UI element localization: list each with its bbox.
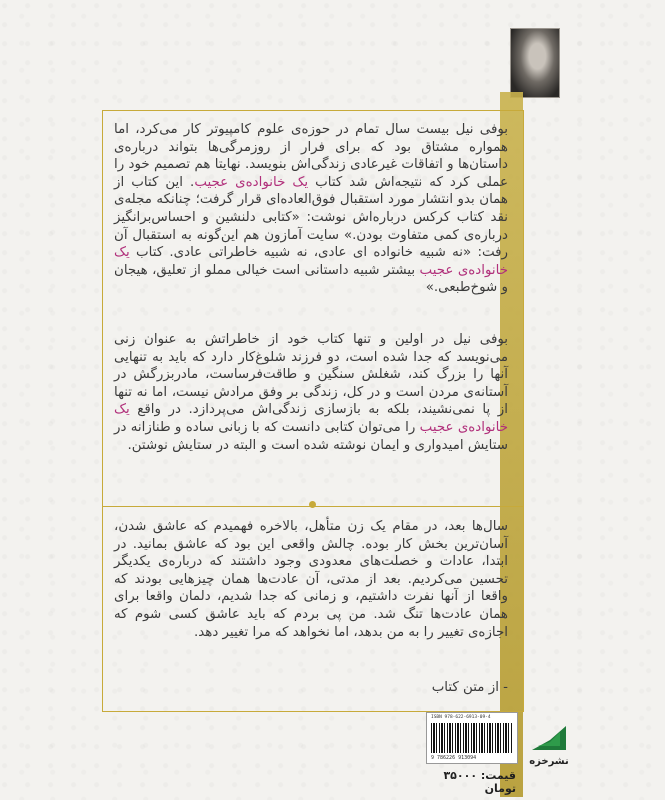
paragraph-summary: بوفی نیل در اولین و تنها کتاب خود از خاطراتش به عنوان زنی می‌نویسد که جدا شده است، دو فرزند شلوغ‌کار دارد که باید به تنهایی آنها را بزرگ کند، شغلش سنگین و طاقت‌فرساست، مادربزرگش در آستانه‌ی مردن است و در کل، زندگی بر وفق مرادش نیست، اما نه تنها از پا نمی‌نشیند، بلکه به بازسازی زندگی‌اش می‌پردازد. در واقع یک خانواده‌ی عجیب را می‌توان کتابی دانست که با زبانی ساده و طنازانه در ستایش امیدواری و ایمان نوشته شده است و البته در ستایش نوشتن. — [114, 332, 508, 453]
paragraph-excerpt: سال‌ها بعد، در مقام یک زن متأهل، بالاخره فهمیدم که عاشق شدن، آسان‌ترین بخش کار بوده. چالش واقعی این بود که عاشق بمانید. در ابتدا، عادات و خصلت‌های معدودی وجود داشتند که درباره‌ی یکدیگر تحسین می‌کردیم. بعد از مدتی، آن عادت‌ها همان چیزهایی بودند که واقعا از آنها نفرت داشتیم، و زمانی که جدا شدیم، دلمان واقعا برای همان عادت‌ها تنگ شد. من پی بردم که باید عاشق کسی شوم که اجازه‌ی تغییر را به من بدهد، اما نخواهد که مرا تغییر دهد. — [114, 519, 508, 640]
excerpt-source: - از متن کتاب — [431, 680, 508, 695]
isbn-text: ISBN 978-622-6913-09-4 — [431, 715, 491, 720]
paragraph-intro: بوفی نیل بیست سال تمام در حوزه‌ی علوم کامپیوتر کار می‌کرد، اما همواره مشتاق بود که برای فرار از روزمرگی‌ها بتواند درباره‌ی داستان‌ها و اتفاقات غیرعادی زندگی‌اش بنویسد. نهایتا هم تصمیم خود را عملی کرد که نتیجه‌اش شد کتاب یک خانواده‌ی عجیب. این کتاب از همان بدو انتشار مورد استقبال فوق‌العاده‌ای قرار گرفت؛ چنانکه مجله‌ی نقد کتاب کرکس درباره‌اش نوشت: «کتابی دلنشین و احساس‌برانگیز درباره‌ی کمی متفاوت بودن.» سایت آمازون هم این‌گونه به استقبال آن رفت: «نه شبیه خانواده ای عادی، نه شبیه خاطراتی عادی. کتاب یک خانواده‌ی عجیب بیشتر شبیه داستانی است خیالی مملو از تعلیق، هیجان و شوخ‌طبعی.» — [114, 122, 508, 296]
barcode-bars — [431, 723, 513, 753]
publisher-logo-icon — [530, 722, 568, 752]
book-title-highlight: یک خانواده‌ی عجیب — [114, 245, 508, 278]
isbn-barcode — [426, 712, 518, 764]
publisher-name: نشرخزه — [529, 756, 569, 767]
author-photo — [510, 28, 560, 98]
price-label: قیمت: ۳۵۰۰۰ تومان — [443, 769, 516, 795]
book-title-highlight: یک خانواده‌ی عجیب — [114, 402, 508, 435]
book-title-highlight: یک خانواده‌ی عجیب — [194, 174, 309, 190]
divider-dot — [309, 501, 316, 508]
barcode-digits: 9 786226 913094 — [431, 755, 477, 761]
